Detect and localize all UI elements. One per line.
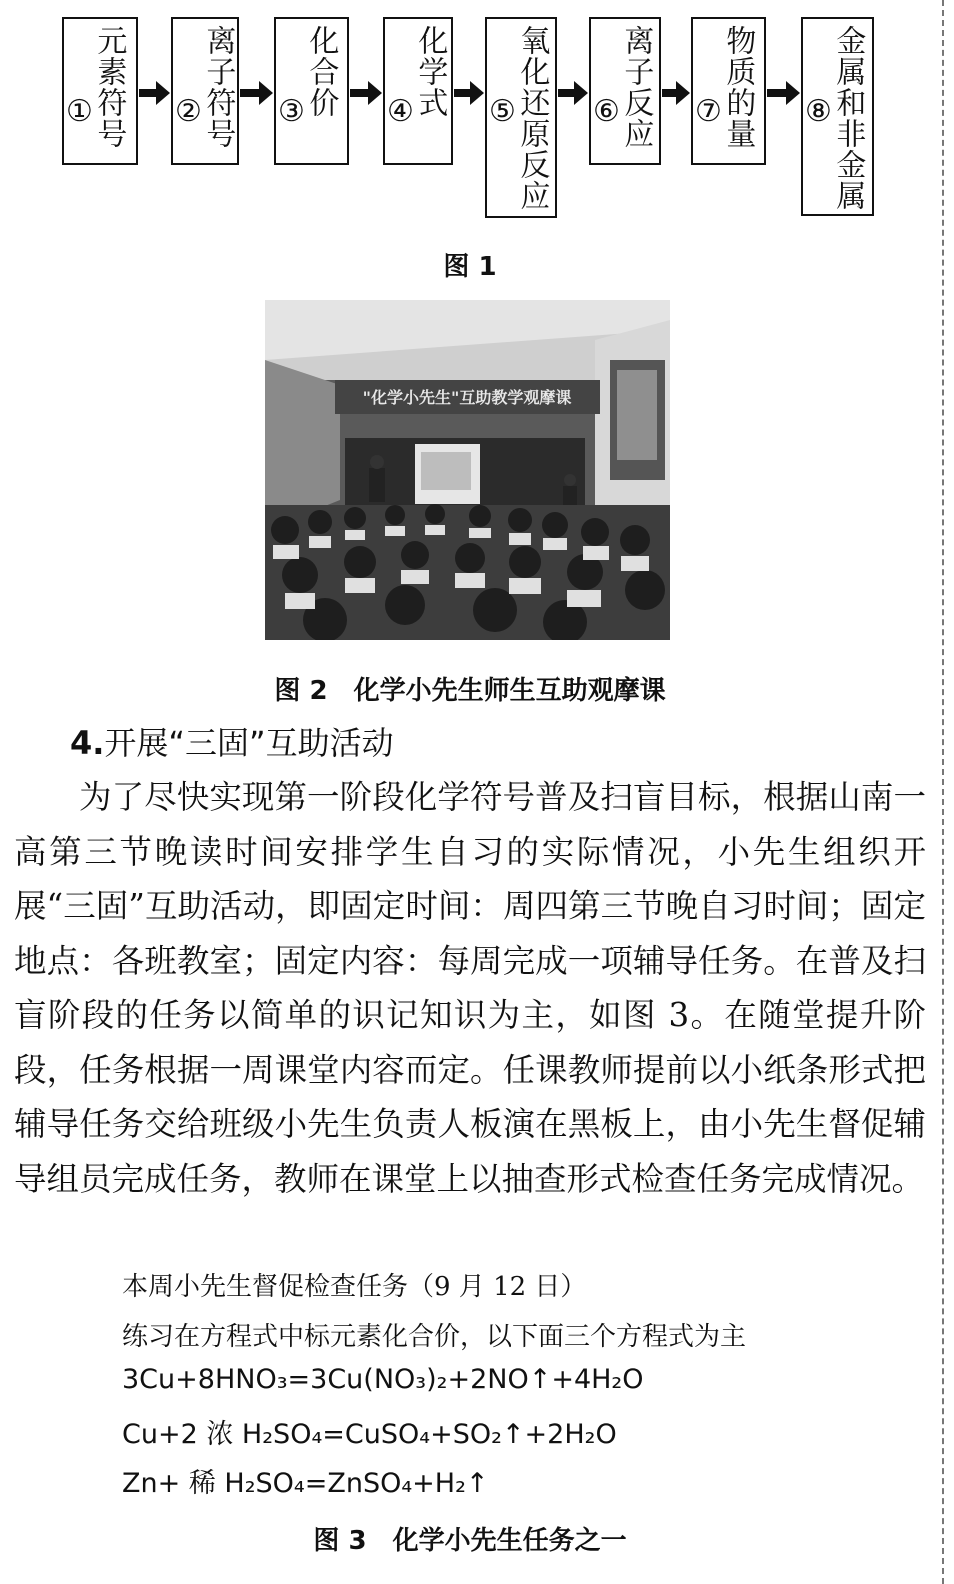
flow-step-2 bbox=[171, 17, 239, 165]
step-label: 离子符号 bbox=[200, 25, 236, 149]
banner-text: "化学小先生"互助教学观摩课 bbox=[362, 388, 572, 407]
page-edge-dashed-line bbox=[942, 0, 944, 1584]
step-label: 化学式 bbox=[412, 25, 448, 118]
step-number: ① bbox=[66, 94, 93, 129]
flow-step-5 bbox=[485, 17, 557, 218]
task-title-line: 本周小先生督促检查任务（9 月 12 日） bbox=[122, 1272, 587, 1302]
flow-step-1 bbox=[62, 17, 138, 165]
step-label: 元素符号 bbox=[91, 25, 127, 149]
flow-arrow bbox=[139, 84, 170, 100]
flow-arrow bbox=[240, 84, 273, 100]
step-number: ⑥ bbox=[593, 94, 620, 129]
equation-1: 3Cu+8HNO₃=3Cu(NO₃)₂+2NO↑+4H₂O bbox=[122, 1364, 644, 1395]
step-number: ⑦ bbox=[695, 94, 722, 129]
flow-arrow bbox=[558, 84, 588, 100]
figure3-caption: 图 3 化学小先生任务之一 bbox=[313, 1526, 627, 1556]
equation-3: Zn+ 稀 H₂SO₄=ZnSO₄+H₂↑ bbox=[122, 1468, 489, 1499]
step-label: 物质的量 bbox=[720, 25, 756, 149]
step-number: ⑤ bbox=[489, 94, 516, 129]
flow-arrow bbox=[454, 84, 484, 100]
classroom-photo bbox=[265, 300, 670, 640]
step-label: 氧化还原反应 bbox=[514, 25, 550, 211]
step-number: ② bbox=[175, 94, 202, 129]
figure1-caption: 图 1 bbox=[443, 252, 497, 282]
task-instruction: 练习在方程式中标元素化合价，以下面三个方程式为主 bbox=[122, 1322, 747, 1352]
flow-arrow bbox=[767, 84, 800, 100]
section-heading bbox=[70, 718, 394, 764]
flow-arrow bbox=[350, 84, 382, 100]
flow-step-8 bbox=[801, 17, 874, 216]
step-number: ③ bbox=[278, 94, 305, 129]
flow-step-7 bbox=[691, 17, 766, 165]
step-number: ④ bbox=[387, 94, 414, 129]
flow-step-4 bbox=[383, 17, 453, 165]
section-title: 开展“三固”互助活动 bbox=[104, 724, 394, 762]
figure2-caption: 图 2 化学小先生师生互助观摩课 bbox=[274, 676, 666, 706]
step-label: 化合价 bbox=[303, 25, 339, 118]
flow-step-6 bbox=[589, 17, 661, 165]
step-label: 金属和非金属 bbox=[830, 25, 866, 211]
body-paragraph: 为了尽快实现第一阶段化学符号普及扫盲目标，根据山南一高第三节晚读时间安排学生自习的实际情况，小先生组织开展“三固”互助活动，即固定时间：周四第三节晚自习时间；固定地点：各班教室；固定内容：每周完成一项辅导任务。在普及扫盲阶段的任务以简单的识记知识为主，如图 3。在随堂提升阶段，任务根据一周课堂内容而定。任课教师提前以小纸条形式把辅导任务交给班级小先生负责人板演在黑板上，由小先生督促辅导组员完成任务，教师在课堂上以抽查形式检查任务完成情况。 bbox=[14, 778, 926, 1198]
flow-arrow bbox=[662, 84, 690, 100]
equation-2: Cu+2 浓 H₂SO₄=CuSO₄+SO₂↑+2H₂O bbox=[122, 1419, 617, 1450]
flow-step-3 bbox=[274, 17, 349, 165]
step-number: ⑧ bbox=[805, 94, 832, 129]
figure1-flow-diagram bbox=[0, 0, 954, 230]
classroom-photo-drawing bbox=[265, 300, 670, 640]
step-label: 离子反应 bbox=[618, 25, 654, 149]
section-number: 4. bbox=[70, 724, 105, 762]
